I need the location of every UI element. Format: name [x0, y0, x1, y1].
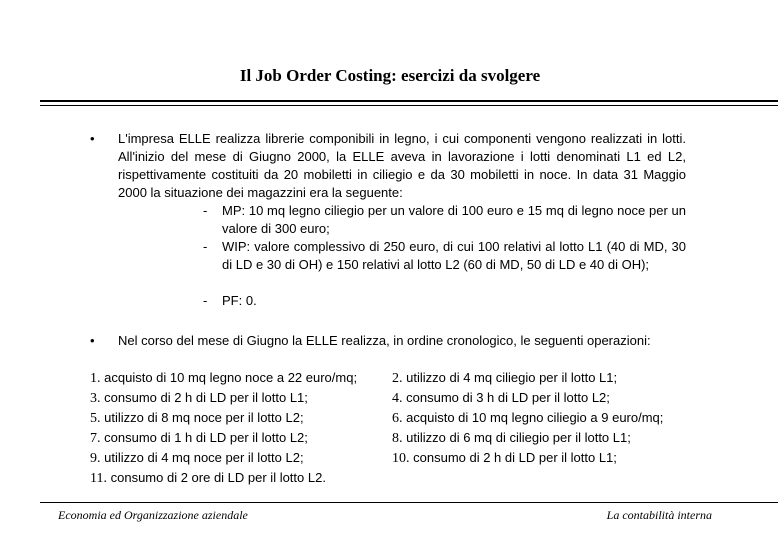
- operation-item: 9. utilizzo di 4 mq noce per il lotto L2;: [90, 450, 304, 466]
- operation-item: 10. consumo di 2 h di LD per il lotto L1;: [392, 450, 617, 466]
- operation-item: 7. consumo di 1 h di LD per il lotto L2;: [90, 430, 308, 446]
- stock-item-wip: WIP: valore complessivo di 250 euro, di cui 100 relativi al lotto L1 (40 di MD, 30 di LD e 30 di OH) e 150 relativi al lotto L2 (60 di MD, 50 di LD e 40 di OH);: [222, 239, 686, 272]
- page-title: Il Job Order Costing: esercizi da svolgere: [239, 66, 541, 85]
- operation-item: 2. utilizzo di 4 mq ciliegio per il lotto L1;: [392, 370, 618, 386]
- dash-marker: -: [203, 293, 208, 308]
- bullet-2-text: Nel corso del mese di Giugno la ELLE realizza, in ordine cronologico, le seguenti operazioni:: [118, 333, 651, 348]
- operation-item: 6. acquisto di 10 mq legno ciliegio a 9 euro/mq;: [392, 410, 664, 426]
- stock-item-pf: PF: 0.: [222, 293, 257, 308]
- operation-item: 4. consumo di 3 h di LD per il lotto L2;: [392, 390, 610, 406]
- bullet-1-text: L'impresa ELLE realizza librerie componibili in legno, i cui componenti vengono realizzati in lotti. All'inizio del mese di Giugno 2000, la ELLE aveva in lavorazione i lotti denominati L1 ed L2, rispettivamente costituiti da 20 mobiletti in ciliegio e da 30 mobiletti in noce. In data 31 Maggio 2000 la situazione dei magazzini era la seguente:: [118, 131, 686, 200]
- footer-topic: La contabilità interna: [606, 508, 712, 522]
- bullet-1-marker: •: [90, 131, 95, 146]
- dash-marker: -: [203, 203, 208, 218]
- bullet-2-marker: •: [90, 333, 95, 348]
- operation-item: 11. consumo di 2 ore di LD per il lotto L2.: [90, 470, 326, 486]
- stock-item-mp: MP: 10 mq legno ciliegio per un valore di 100 euro e 15 mq di legno noce per un valore di 300 euro;: [222, 203, 686, 236]
- operation-item: 8. utilizzo di 6 mq di ciliegio per il lotto L1;: [392, 430, 631, 446]
- title-rule-thick: [40, 100, 778, 102]
- footer-course: Economia ed Organizzazione aziendale: [58, 508, 248, 522]
- operation-item: 5. utilizzo di 8 mq noce per il lotto L2;: [90, 410, 304, 426]
- title-rule-thin: [40, 105, 778, 106]
- operation-item: 1. acquisto di 10 mq legno noce a 22 euro/mq;: [90, 370, 358, 386]
- footer-rule: [40, 502, 778, 503]
- dash-marker: -: [203, 239, 208, 254]
- operation-item: 3. consumo di 2 h di LD per il lotto L1;: [90, 390, 308, 406]
